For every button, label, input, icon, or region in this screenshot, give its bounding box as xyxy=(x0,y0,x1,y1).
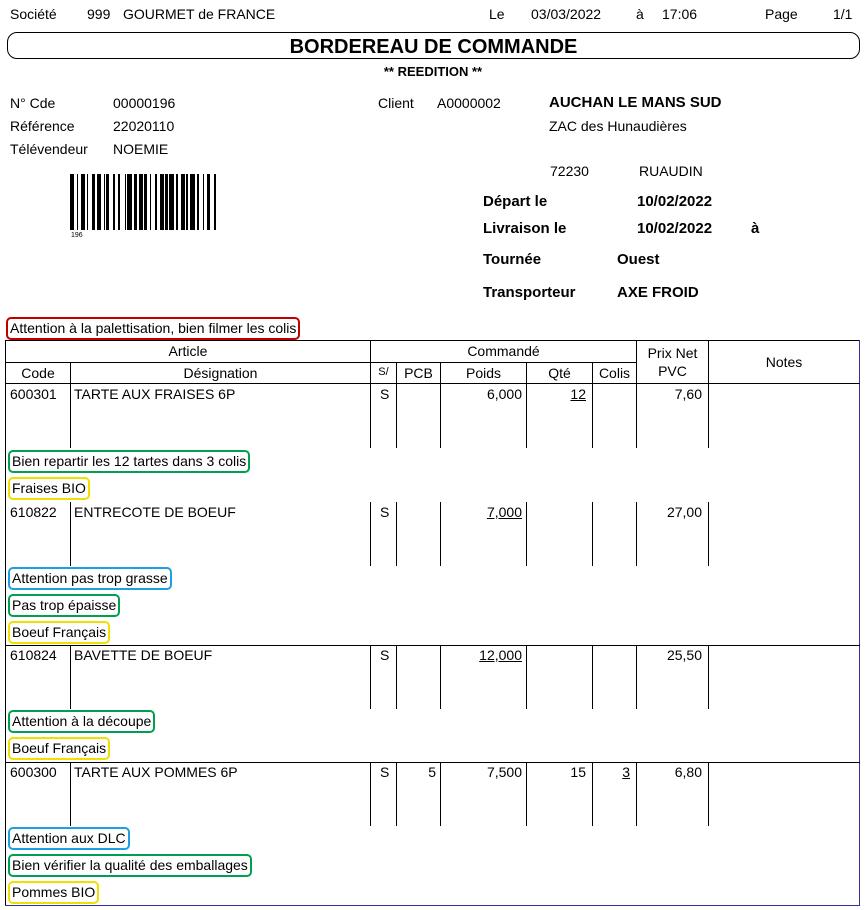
societe-name: GOURMET de FRANCE xyxy=(123,6,276,22)
row-prix: 27,00 xyxy=(666,504,702,520)
th-prix-net: Prix Net xyxy=(647,345,698,361)
row-qte: 12 xyxy=(570,386,586,402)
th-pcb: PCB xyxy=(404,365,433,381)
client-postcode: 72230 xyxy=(550,163,589,179)
barcode-bar xyxy=(186,174,187,230)
row-pcb: 5 xyxy=(428,764,436,780)
barcode-bar xyxy=(197,174,198,230)
general-note: Attention à la palettisation, bien filmer les colis xyxy=(6,317,300,340)
row-code: 610824 xyxy=(10,647,57,663)
row-prix: 6,80 xyxy=(674,764,702,780)
page-label: Page xyxy=(765,6,798,22)
row-note: Pas trop épaisse xyxy=(8,594,120,617)
barcode-bar xyxy=(81,174,85,230)
depart-label: Départ le xyxy=(483,193,548,210)
row-designation: TARTE AUX FRAISES 6P xyxy=(74,386,236,402)
barcode-bar xyxy=(190,174,194,230)
tournee-label: Tournée xyxy=(483,251,542,268)
barcode-bar xyxy=(77,174,78,230)
barcode-bar xyxy=(134,174,137,230)
date-label: Le xyxy=(489,6,505,22)
row-poids: 12,000 xyxy=(479,647,522,663)
row-poids: 7,000 xyxy=(486,504,522,520)
order-number-label: N° Cde xyxy=(10,95,56,111)
barcode-bar xyxy=(203,174,204,230)
row-qte: 15 xyxy=(570,764,586,780)
row-note: Attention pas trop grasse xyxy=(8,567,172,590)
barcode-bar xyxy=(87,174,88,230)
row-note: Fraises BIO xyxy=(8,477,90,500)
title-box xyxy=(7,32,860,59)
row-note: Attention à la découpe xyxy=(8,710,155,733)
row-designation: ENTRECOTE DE BOEUF xyxy=(74,504,236,520)
row-note: Boeuf Français xyxy=(8,737,110,760)
th-colis: Colis xyxy=(598,365,631,381)
barcode-bar xyxy=(150,174,151,230)
barcode-bar xyxy=(139,174,143,230)
barcode-bar xyxy=(125,174,126,230)
televendeur-value: NOEMIE xyxy=(113,141,169,157)
livraison-a: à xyxy=(751,220,760,237)
client-name: AUCHAN LE MANS SUD xyxy=(549,94,722,111)
row-note: Pommes BIO xyxy=(8,881,99,904)
th-s: S/ xyxy=(378,366,389,378)
societe-label: Société xyxy=(10,6,57,22)
row-note: Bien vérifier la qualité des emballages xyxy=(8,854,252,877)
row-colis: 3 xyxy=(622,764,630,780)
barcode-bar xyxy=(181,174,185,230)
reference-value: 22020110 xyxy=(113,118,175,134)
barcode-text: 196 xyxy=(71,232,83,239)
barcode-bar xyxy=(113,174,114,230)
barcode-bar xyxy=(176,174,177,230)
row-code: 610822 xyxy=(10,504,57,520)
barcode-bar xyxy=(118,174,121,230)
transporteur-label: Transporteur xyxy=(483,284,576,301)
client-city: RUAUDIN xyxy=(639,163,703,179)
row-s: S xyxy=(380,647,390,663)
reference-label: Référence xyxy=(10,118,75,134)
barcode-bar xyxy=(169,174,173,230)
row-note: Bien repartir les 12 tartes dans 3 colis xyxy=(8,450,250,473)
client-code: A0000002 xyxy=(437,95,501,111)
barcode-bar xyxy=(155,174,156,230)
row-code: 600300 xyxy=(10,764,57,780)
row-prix: 7,60 xyxy=(674,386,702,402)
barcode-bar xyxy=(165,174,168,230)
order-number: 00000196 xyxy=(113,95,176,111)
barcode-bar xyxy=(160,174,164,230)
barcode-bar xyxy=(207,174,210,230)
reedition-subtitle: ** REEDITION ** xyxy=(383,64,483,79)
barcode-bar xyxy=(127,174,131,230)
th-designation: Désignation xyxy=(183,365,258,381)
depart-date: 10/02/2022 xyxy=(637,193,713,210)
page-number: 1/1 xyxy=(833,6,853,22)
barcode-bar xyxy=(106,174,109,230)
th-notes: Notes xyxy=(765,354,803,370)
client-address: ZAC des Hunaudières xyxy=(549,118,687,134)
row-s: S xyxy=(380,504,390,520)
print-time: 17:06 xyxy=(662,6,698,22)
barcode-bar xyxy=(144,174,147,230)
th-commande: Commandé xyxy=(467,343,540,359)
row-designation: BAVETTE DE BOEUF xyxy=(74,647,213,663)
th-pvc: PVC xyxy=(658,363,687,379)
societe-code: 999 xyxy=(87,6,111,22)
barcode-bar xyxy=(97,174,101,230)
print-date: 03/03/2022 xyxy=(531,6,602,22)
time-label: à xyxy=(636,6,644,22)
th-code: Code xyxy=(21,365,55,381)
page-title: BORDEREAU DE COMMANDE xyxy=(289,36,578,58)
barcode xyxy=(70,174,294,230)
row-designation: TARTE AUX POMMES 6P xyxy=(74,764,238,780)
client-label: Client xyxy=(378,95,414,111)
barcode-bar xyxy=(214,174,215,230)
livraison-label: Livraison le xyxy=(483,220,567,237)
row-note: Boeuf Français xyxy=(8,621,110,644)
row-poids: 6,000 xyxy=(486,386,522,402)
row-poids: 7,500 xyxy=(486,764,522,780)
row-note: Attention aux DLC xyxy=(8,827,130,850)
livraison-date: 10/02/2022 xyxy=(637,220,713,237)
barcode-bar xyxy=(92,174,95,230)
barcode-bar xyxy=(70,174,74,230)
tournee-value: Ouest xyxy=(617,251,660,268)
televendeur-label: Télévendeur xyxy=(10,141,88,157)
row-prix: 25,50 xyxy=(666,647,702,663)
th-qte: Qté xyxy=(548,365,571,381)
row-code: 600301 xyxy=(10,386,57,402)
row-s: S xyxy=(380,386,390,402)
th-poids: Poids xyxy=(465,365,502,381)
barcode-bar xyxy=(104,174,105,230)
transporteur-value: AXE FROID xyxy=(617,284,699,301)
row-s: S xyxy=(380,764,390,780)
th-article: Article xyxy=(168,343,208,359)
